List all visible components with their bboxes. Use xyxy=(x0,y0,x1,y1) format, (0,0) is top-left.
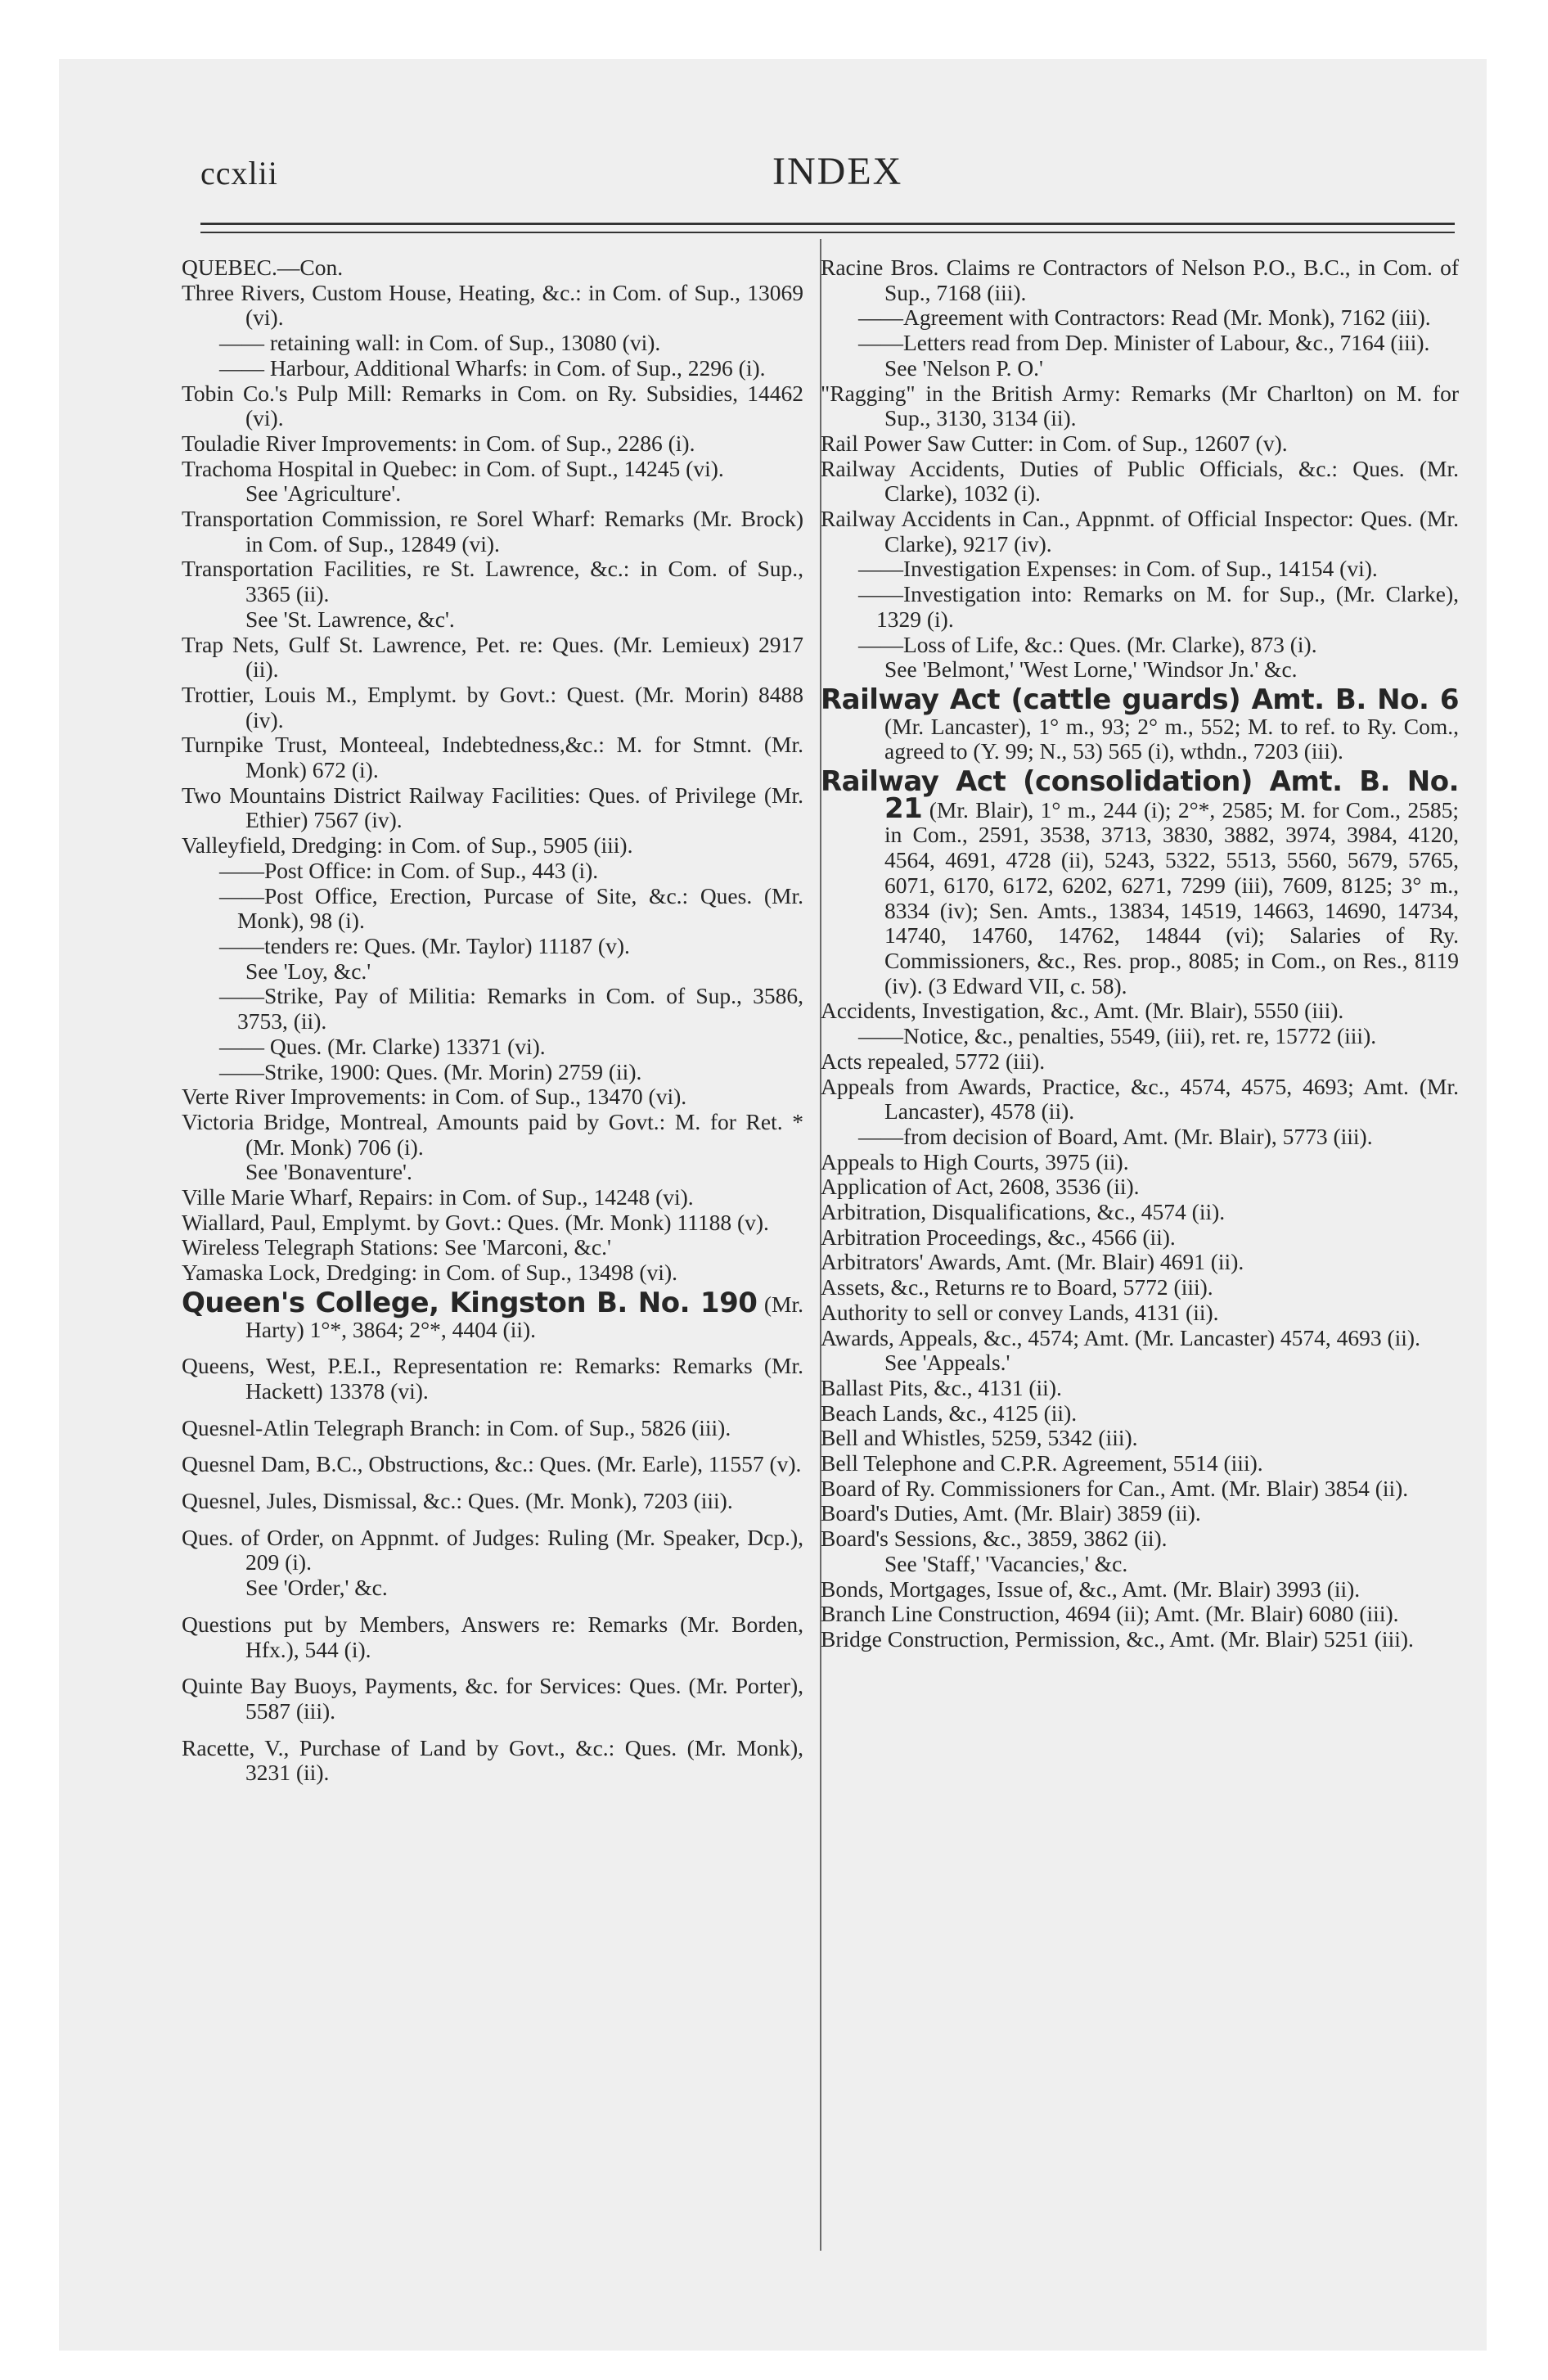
index-entry xyxy=(182,381,803,431)
entry-text: Three Rivers, Custom House, Heating, &c.: in Com. of Sup., 13069 (vi). xyxy=(182,279,803,331)
entry-text: (Mr. Blair), 1° m., 244 (i); 2°*, 2585; M. for Com., 2585; in Com., 2591, 3538, 3713, 3830, 3882, 3974, 3984, 4120, 4564, 4691, 4728 (ii), 5243, 5322, 5513, 5560, 5679, 5765, 6071, 6170, 6172, 6202, 6271, 7299 (iii), 7609, 8125; 3° m., 8334 (iv); Sen. Amts., 13834, 14519, 14663, 14690, 14734, 14740, 14760, 14762, 14844 (vi); Salaries of Ry. Commissioners, &c., Res. prop., 8085; in Com., on Res., 8119 (iv). (3 Edward VII, c. 58). xyxy=(884,796,1459,998)
entry-text: ——Post Office: in Com. of Sup., 443 (i). xyxy=(219,857,599,883)
index-entry xyxy=(182,732,803,782)
index-entry xyxy=(182,1575,803,1601)
index-entry xyxy=(821,1150,1459,1175)
index-entry xyxy=(821,1075,1459,1125)
entry-text: Application of Act, 2608, 3536 (ii). xyxy=(821,1174,1140,1200)
entry-text: Assets, &c., Returns re to Board, 5772 (iii). xyxy=(821,1274,1213,1300)
index-entry xyxy=(821,1350,1459,1376)
entry-text: Quesnel, Jules, Dismissal, &c.: Ques. (Mr. Monk), 7203 (iii). xyxy=(182,1488,733,1514)
page-title: INDEX xyxy=(772,150,903,193)
entry-text: QUEBEC.—Con. xyxy=(182,255,344,280)
entry-text: Two Mountains District Railway Facilities: Ques. of Privilege (Mr. Ethier) 7567 (iv). xyxy=(182,782,803,833)
entry-text: Ballast Pits, &c., 4131 (ii). xyxy=(821,1374,1062,1400)
index-entry xyxy=(821,633,1459,658)
index-entry xyxy=(182,1034,803,1060)
entry-text: Quesnel Dam, B.C., Obstructions, &c.: Ques. (Mr. Earle), 11557 (v). xyxy=(182,1451,802,1477)
index-entry xyxy=(182,507,803,557)
entry-text: See 'Agriculture'. xyxy=(245,480,402,507)
entry-text: Accidents, Investigation, &c., Amt. (Mr. Blair), 5550 (iii). xyxy=(821,998,1344,1024)
page-number: ccxlii xyxy=(200,155,278,192)
index-entry xyxy=(821,1376,1459,1401)
index-entry xyxy=(821,1526,1459,1552)
index-entry xyxy=(182,633,803,683)
index-entry xyxy=(821,1476,1459,1502)
left-column xyxy=(182,255,803,1786)
index-entry xyxy=(182,783,803,833)
index-entry xyxy=(182,1674,803,1724)
index-entry xyxy=(821,457,1459,507)
entry-text: ——Post Office, Erection, Purcase of Site, &c.: Ques. (Mr. Monk), 98 (i). xyxy=(219,882,803,934)
entry-text: —— Ques. (Mr. Clarke) 13371 (vi). xyxy=(219,1033,546,1059)
index-entry xyxy=(182,557,803,606)
entry-text: See 'Staff,' 'Vacancies,' &c. xyxy=(884,1550,1128,1576)
index-entry xyxy=(182,281,803,331)
index-entry xyxy=(821,582,1459,632)
index-entry xyxy=(821,1024,1459,1049)
index-entry xyxy=(182,607,803,633)
bill-heading: Railway Act (consolidation) Amt. B. No. 21 xyxy=(821,765,1459,825)
index-entry xyxy=(821,557,1459,582)
entry-text: Awards, Appeals, &c., 4574; Amt. (Mr. Lancaster) 4574, 4693 (ii). xyxy=(821,1324,1420,1350)
index-entry xyxy=(182,1210,803,1236)
entry-text: ——Notice, &c., penalties, 5549, (iii), ret. re, 15772 (iii). xyxy=(858,1023,1377,1049)
entry-text: Bell Telephone and C.P.R. Agreement, 5514 (iii). xyxy=(821,1450,1263,1476)
entry-text: ——Agreement with Contractors: Read (Mr. Monk), 7162 (iii). xyxy=(858,304,1431,331)
index-entry xyxy=(821,998,1459,1024)
index-entry xyxy=(182,1235,803,1260)
entry-text: Ques. of Order, on Appnmt. of Judges: Ruling (Mr. Speaker, Dcp.), 209 (i). xyxy=(182,1524,803,1575)
entry-text: Board's Duties, Amt. (Mr. Blair) 3859 (ii). xyxy=(821,1500,1201,1526)
entry-text: Arbitrators' Awards, Amt. (Mr. Blair) 4691 (ii). xyxy=(821,1249,1244,1275)
index-entry xyxy=(821,1401,1459,1427)
right-column xyxy=(821,255,1459,1652)
entry-text: Beach Lands, &c., 4125 (ii). xyxy=(821,1400,1078,1426)
index-entry xyxy=(821,331,1459,356)
index-entry xyxy=(821,381,1459,431)
index-entry xyxy=(821,1627,1459,1652)
entry-text: Board of Ry. Commissioners for Can., Amt. (Mr. Blair) 3854 (ii). xyxy=(821,1475,1409,1501)
entry-text: ——Investigation Expenses: in Com. of Sup., 14154 (vi). xyxy=(858,556,1378,582)
entry-text: ——Strike, Pay of Militia: Remarks in Com. of Sup., 3586, 3753, (ii). xyxy=(219,983,803,1034)
entry-text: See 'Order,' &c. xyxy=(245,1575,388,1601)
entry-text: Racette, V., Purchase of Land by Govt., &c.: Ques. (Mr. Monk), 3231 (ii). xyxy=(182,1734,803,1786)
entry-text: Authority to sell or convey Lands, 4131 (ii). xyxy=(821,1299,1219,1325)
index-entry xyxy=(821,1326,1459,1351)
index-entry xyxy=(182,255,803,281)
entry-text: Racine Bros. Claims re Contractors of Nelson P.O., B.C., in Com. of Sup., 7168 (iii). xyxy=(821,255,1459,305)
entry-text: See 'Appeals.' xyxy=(884,1350,1010,1376)
entry-text: ——from decision of Board, Amt. (Mr. Blair), 5773 (iii). xyxy=(858,1123,1373,1149)
entry-text: Transportation Commission, re Sorel Wharf: Remarks (Mr. Brock) in Com. of Sup., 12849 (vi). xyxy=(182,506,803,557)
index-entry xyxy=(821,1426,1459,1451)
entry-text: Ville Marie Wharf, Repairs: in Com. of Sup., 14248 (vi). xyxy=(182,1184,694,1210)
entry-text: Arbitration Proceedings, &c., 4566 (ii). xyxy=(821,1224,1176,1250)
entry-text: ——Strike, 1900: Ques. (Mr. Morin) 2759 (ii). xyxy=(219,1058,642,1084)
index-entry xyxy=(821,1275,1459,1300)
entry-text: Quesnel-Atlin Telegraph Branch: in Com. of Sup., 5826 (iii). xyxy=(182,1414,731,1440)
index-entry xyxy=(182,1354,803,1404)
index-entry xyxy=(821,305,1459,331)
index-entry xyxy=(182,1286,804,1342)
index-entry xyxy=(821,356,1459,381)
entry-text: Rail Power Saw Cutter: in Com. of Sup., 12607 (v). xyxy=(821,430,1288,456)
index-entry xyxy=(182,984,803,1034)
index-entry xyxy=(821,683,1459,764)
entry-text: Trachoma Hospital in Quebec: in Com. of Supt., 14245 (vi). xyxy=(182,455,724,481)
index-entry xyxy=(821,1225,1459,1251)
index-entry xyxy=(821,657,1459,683)
index-entry xyxy=(182,884,803,934)
entry-text: (Mr. Lancaster), 1° m., 93; 2° m., 552; M. to ref. to Ry. Com., agreed to (Y. 99; N., 53) 565 (i), wthdn., 7203 (iii). xyxy=(884,713,1459,764)
index-entry xyxy=(182,1736,803,1786)
entry-text: Trottier, Louis M., Emplymt. by Govt.: Quest. (Mr. Morin) 8488 (iv). xyxy=(182,681,803,732)
entry-text: Wireless Telegraph Stations: See 'Marconi, &c.' xyxy=(182,1234,611,1260)
index-entry xyxy=(182,1612,803,1662)
index-entry xyxy=(821,507,1459,557)
entry-text: Yamaska Lock, Dredging: in Com. of Sup., 13498 (vi). xyxy=(182,1260,677,1286)
entry-text: See 'Loy, &c.' xyxy=(245,958,371,984)
entry-text: See 'St. Lawrence, &c'. xyxy=(245,606,455,632)
entry-text: ——Letters read from Dep. Minister of Labour, &c., 7164 (iii). xyxy=(858,330,1430,356)
index-entry xyxy=(821,1300,1459,1326)
entry-text: See 'Nelson P. O.' xyxy=(884,354,1044,381)
index-entry xyxy=(821,1049,1459,1075)
entry-text: Bell and Whistles, 5259, 5342 (iii). xyxy=(821,1425,1138,1451)
index-entry xyxy=(821,1174,1459,1200)
entry-text: Railway Accidents in Can., Appnmt. of Official Inspector: Ques. (Mr. Clarke), 9217 (iv). xyxy=(821,506,1459,557)
index-entry xyxy=(182,1526,803,1575)
entry-text: Board's Sessions, &c., 3859, 3862 (ii). xyxy=(821,1526,1168,1552)
index-entry xyxy=(182,859,803,884)
index-entry xyxy=(182,431,803,457)
entry-text: Bonds, Mortgages, Issue of, &c., Amt. (Mr. Blair) 3993 (ii). xyxy=(821,1575,1361,1602)
entry-text: (Mr. Harty) 1°*, 3864; 2°*, 4404 (ii). xyxy=(245,1291,804,1342)
index-entry xyxy=(182,934,803,959)
header-rule-bottom xyxy=(200,232,1455,233)
index-entry xyxy=(182,1416,803,1441)
entry-text: See 'Belmont,' 'West Lorne,' 'Windsor Jn.' &c. xyxy=(884,656,1298,683)
entry-text: Branch Line Construction, 4694 (ii); Amt. (Mr. Blair) 6080 (iii). xyxy=(821,1601,1399,1627)
entry-text: ——Loss of Life, &c.: Ques. (Mr. Clarke), 873 (i). xyxy=(858,631,1317,657)
entry-text: Touladie River Improvements: in Com. of Sup., 2286 (i). xyxy=(182,430,695,456)
index-entry xyxy=(821,1501,1459,1526)
index-entry xyxy=(182,331,803,356)
entry-text: Tobin Co.'s Pulp Mill: Remarks in Com. on Ry. Subsidies, 14462 (vi). xyxy=(182,380,803,431)
index-entry xyxy=(821,1250,1459,1275)
entry-text: Wiallard, Paul, Emplymt. by Govt.: Ques. (Mr. Monk) 11188 (v). xyxy=(182,1209,769,1235)
index-entry xyxy=(821,1577,1459,1602)
index-entry xyxy=(182,1084,803,1110)
entry-text: Acts repealed, 5772 (iii). xyxy=(821,1048,1046,1074)
index-entry xyxy=(182,833,803,859)
entry-text: "Ragging" in the British Army: Remarks (Mr Charlton) on M. for Sup., 3130, 3134 (ii). xyxy=(821,380,1459,431)
index-entry xyxy=(821,255,1459,305)
entry-text: Appeals from Awards, Practice, &c., 4574, 4575, 4693; Amt. (Mr. Lancaster), 4578 (ii). xyxy=(821,1073,1459,1125)
entry-text: Appeals to High Courts, 3975 (ii). xyxy=(821,1148,1129,1174)
index-entry xyxy=(182,1260,803,1286)
entry-text: Turnpike Trust, Monteeal, Indebtedness,&c.: M. for Stmnt. (Mr. Monk) 672 (i). xyxy=(182,732,803,783)
index-entry xyxy=(182,1110,803,1160)
entry-text: Quinte Bay Buoys, Payments, &c. for Services: Ques. (Mr. Porter), 5587 (iii). xyxy=(182,1673,803,1724)
entry-text: Arbitration, Disqualifications, &c., 4574 (ii). xyxy=(821,1199,1226,1225)
entry-text: Railway Accidents, Duties of Public Officials, &c.: Ques. (Mr. Clarke), 1032 (i). xyxy=(821,455,1459,507)
header-rule-top xyxy=(200,223,1455,225)
index-entry xyxy=(821,431,1459,457)
entry-text: —— retaining wall: in Com. of Sup., 13080 (vi). xyxy=(219,330,661,356)
index-entry xyxy=(821,1552,1459,1577)
entry-text: Victoria Bridge, Montreal, Amounts paid by Govt.: M. for Ret. *(Mr. Monk) 706 (i). xyxy=(182,1108,803,1160)
entry-text: Bridge Construction, Permission, &c., Amt. (Mr. Blair) 5251 (iii). xyxy=(821,1625,1414,1652)
entry-text: ——tenders re: Ques. (Mr. Taylor) 11187 (v). xyxy=(219,932,630,958)
index-entry xyxy=(182,1489,803,1514)
index-entry xyxy=(821,1602,1459,1627)
entry-text: Verte River Improvements: in Com. of Sup., 13470 (vi). xyxy=(182,1084,687,1110)
entry-text: Questions put by Members, Answers re: Remarks (Mr. Borden, Hfx.), 544 (i). xyxy=(182,1611,803,1662)
index-entry xyxy=(182,1452,803,1477)
entry-text: Trap Nets, Gulf St. Lawrence, Pet. re: Ques. (Mr. Lemieux) 2917 (ii). xyxy=(182,631,803,683)
index-entry xyxy=(821,1451,1459,1476)
index-entry xyxy=(821,1125,1459,1150)
entry-text: —— Harbour, Additional Wharfs: in Com. of Sup., 2296 (i). xyxy=(219,354,766,381)
index-entry xyxy=(182,481,803,507)
entry-text: Transportation Facilities, re St. Lawrence, &c.: in Com. of Sup., 3365 (ii). xyxy=(182,556,803,607)
index-entry xyxy=(182,1160,803,1185)
index-entry xyxy=(182,959,803,985)
entry-text: ——Investigation into: Remarks on M. for Sup., (Mr. Clarke), 1329 (i). xyxy=(858,581,1459,632)
index-entry xyxy=(821,1200,1459,1225)
bill-heading: Railway Act (cattle guards) Amt. B. No. 6 xyxy=(821,683,1459,716)
entry-text: Queens, West, P.E.I., Representation re: Remarks: Remarks (Mr. Hackett) 13378 (vi). xyxy=(182,1353,803,1404)
bill-heading: Queen's College, Kingston B. No. 190 xyxy=(182,1286,758,1319)
index-entry xyxy=(182,1185,803,1210)
entry-text: See 'Bonaventure'. xyxy=(245,1159,412,1185)
index-entry xyxy=(182,356,803,381)
index-entry xyxy=(821,765,1459,998)
index-entry xyxy=(182,1060,803,1085)
index-entry xyxy=(182,683,803,732)
entry-text: Valleyfield, Dredging: in Com. of Sup., 5905 (iii). xyxy=(182,832,633,859)
index-entry xyxy=(182,457,803,482)
